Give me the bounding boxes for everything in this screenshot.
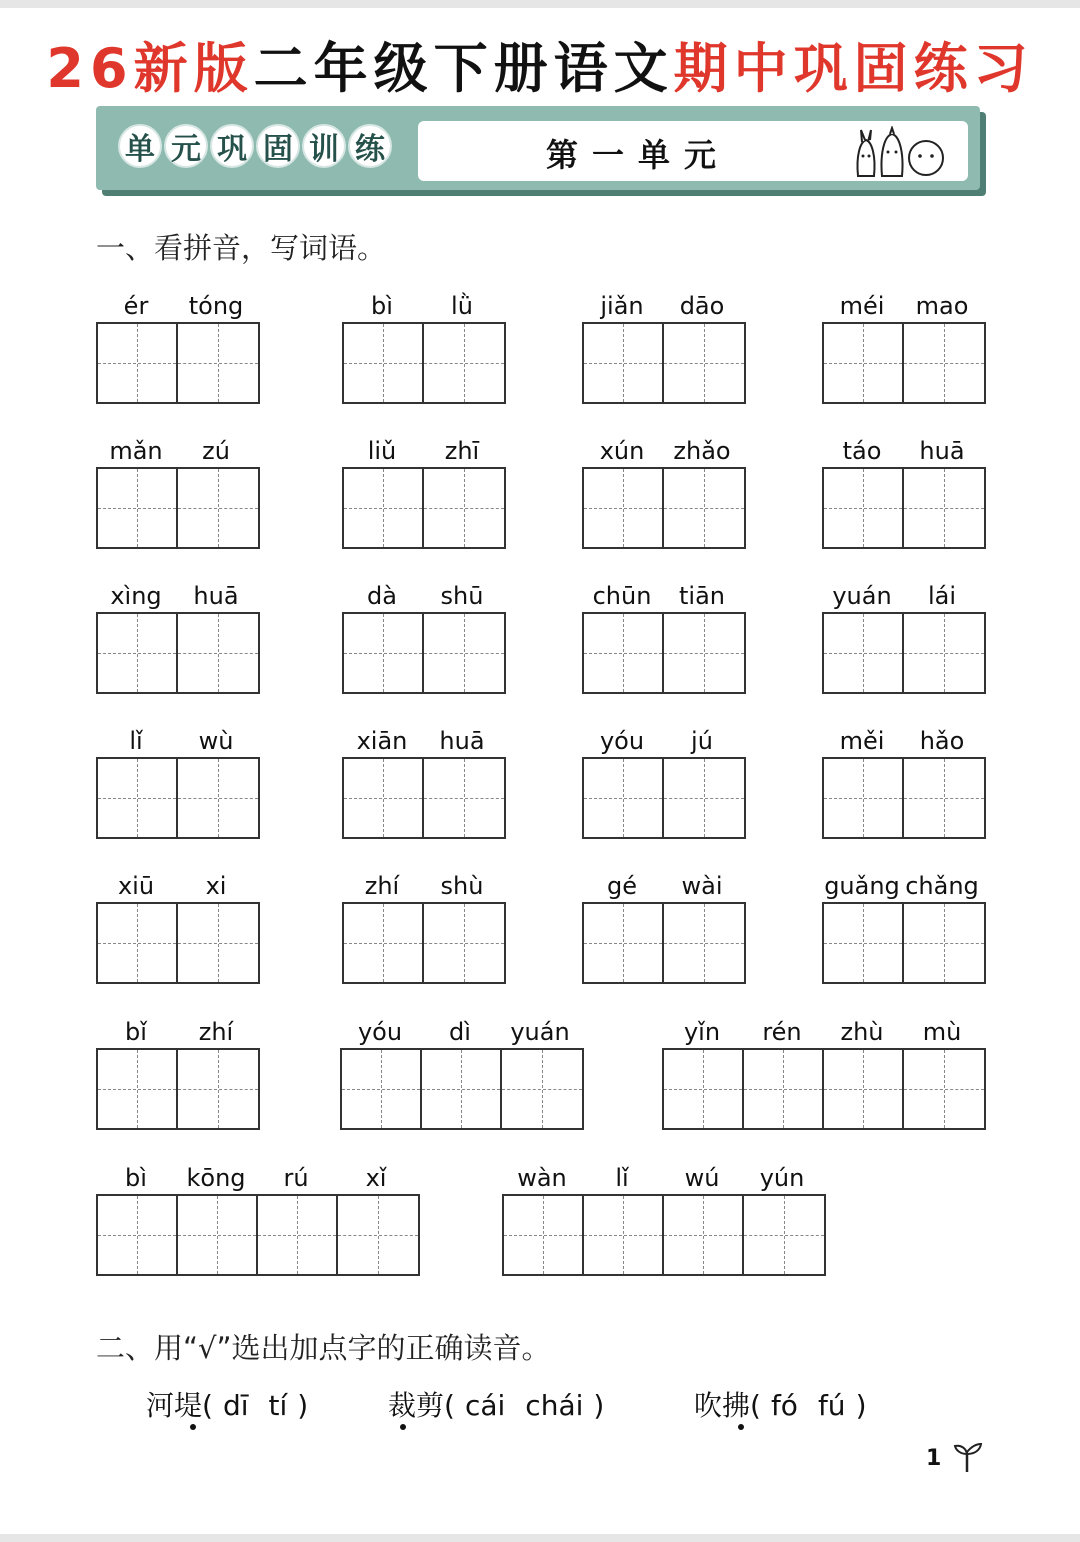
pinyin-syllable: xiū [117,872,155,900]
writing-box[interactable] [344,324,424,402]
writing-boxes [340,1048,584,1130]
pinyin-syllable: bì [371,292,393,320]
pinyin-syllable: zhí [198,1018,234,1046]
choice-item-cut [388,1384,604,1424]
writing-box[interactable] [98,904,178,982]
writing-boxes [582,902,746,984]
pinyin-syllable: zhí [364,872,400,900]
writing-boxes [582,757,746,839]
banner-char: 练 [348,124,392,168]
title-part-grade: 二年级下册语文 [253,37,674,100]
writing-box[interactable] [664,1196,744,1274]
pinyin-syllable: liǔ [367,437,397,465]
writing-box[interactable] [98,759,178,837]
choice-option-2[interactable]: fú [817,1389,846,1422]
writing-boxes [822,467,986,549]
pinyin-syllable: jú [691,727,713,755]
writing-box[interactable] [664,904,744,982]
choice-close-paren: ) [855,1389,867,1422]
writing-boxes [822,612,986,694]
writing-box[interactable] [824,1050,904,1128]
writing-box[interactable] [98,324,178,402]
writing-box[interactable] [904,759,984,837]
pinyin-syllable: chūn [592,582,652,610]
writing-box[interactable] [664,759,744,837]
choice-close-paren: ) [297,1389,309,1422]
pinyin-syllable: zhù [840,1018,884,1046]
pinyin-syllable: wàn [517,1164,567,1192]
writing-boxes [342,757,506,839]
pinyin-syllable: xiān [356,727,408,755]
writing-boxes [662,1048,986,1130]
pinyin-syllable: wù [198,727,234,755]
pinyin-syllable: lǜ [451,292,473,320]
writing-box[interactable] [344,469,424,547]
pinyin-syllable: zhī [444,437,480,465]
writing-box[interactable] [422,1050,502,1128]
pinyin-syllable: lǐ [615,1164,629,1192]
writing-box[interactable] [424,904,504,982]
pinyin-syllable: wài [681,872,723,900]
pinyin-syllable: mao [915,292,969,320]
emphasis-dot [400,1424,406,1430]
pinyin-syllable: shù [440,872,484,900]
writing-box[interactable] [584,324,664,402]
choice-open-paren: ( [202,1389,213,1422]
pinyin-syllable: yún [759,1164,805,1192]
pinyin-syllable: méi [839,292,885,320]
writing-box[interactable] [98,469,178,547]
pinyin-syllable: měi [839,727,885,755]
writing-box[interactable] [258,1196,338,1274]
page-title [0,26,1080,103]
writing-box[interactable] [98,614,178,692]
writing-boxes [96,1194,420,1276]
writing-box[interactable] [178,469,258,547]
banner-label [118,124,392,174]
pinyin-syllable: yóu [357,1018,403,1046]
writing-box[interactable] [584,759,664,837]
pinyin-syllable: bì [125,1164,147,1192]
pinyin-syllable: shū [440,582,484,610]
choice-option-1[interactable]: cái [464,1389,506,1422]
writing-box[interactable] [98,1196,178,1274]
emphasis-dot [190,1424,196,1430]
writing-box[interactable] [424,759,504,837]
pinyin-syllable: xìng [110,582,162,610]
sprout-icon [950,1440,984,1474]
pinyin-syllable: mǎn [109,437,163,465]
writing-boxes [342,902,506,984]
pinyin-syllable: zhǎo [673,437,731,465]
choice-word: 河堤 [146,1389,203,1422]
pinyin-syllable: yuán [832,582,892,610]
writing-boxes [96,612,260,694]
pinyin-syllable: wú [684,1164,720,1192]
writing-boxes [342,467,506,549]
pinyin-syllable: táo [842,437,882,465]
pinyin-syllable: huā [439,727,485,755]
writing-boxes [582,467,746,549]
banner-char: 元 [164,124,208,168]
choice-item-breeze [694,1384,867,1424]
pinyin-syllable: dà [367,582,397,610]
choice-option-1[interactable]: fó [770,1389,798,1422]
pinyin-syllable: zú [202,437,230,465]
writing-box[interactable] [178,1196,258,1274]
writing-boxes [96,902,260,984]
pinyin-syllable: chǎng [905,872,979,900]
choice-word: 吹拂 [694,1389,751,1422]
writing-box[interactable] [344,759,424,837]
banner-char: 固 [256,124,300,168]
writing-box[interactable] [342,1050,422,1128]
pinyin-syllable: rú [283,1164,309,1192]
writing-boxes [342,612,506,694]
writing-box[interactable] [664,324,744,402]
pinyin-syllable: yǐn [683,1018,721,1046]
writing-box[interactable] [178,614,258,692]
pinyin-syllable: lái [927,582,957,610]
banner-char: 训 [302,124,346,168]
writing-box[interactable] [824,904,904,982]
choice-option-1[interactable]: dī [222,1389,249,1422]
writing-box[interactable] [424,469,504,547]
writing-box[interactable] [904,904,984,982]
pinyin-syllable: kōng [186,1164,246,1192]
choice-open-paren: ( [444,1389,455,1422]
choice-close-paren: ) [593,1389,605,1422]
writing-box[interactable] [824,469,904,547]
writing-boxes [582,612,746,694]
pinyin-syllable: dāo [679,292,725,320]
writing-boxes [502,1194,826,1276]
writing-box[interactable] [502,1050,582,1128]
title-part-edition: 26新版 [46,37,254,100]
banner-char: 巩 [210,124,254,168]
writing-box[interactable] [338,1196,418,1274]
choice-option-2[interactable]: chái [525,1389,584,1422]
pinyin-syllable: xún [599,437,645,465]
writing-box[interactable] [424,324,504,402]
writing-box[interactable] [904,614,984,692]
writing-box[interactable] [904,1050,984,1128]
writing-box[interactable] [584,1196,664,1274]
writing-box[interactable] [824,614,904,692]
pinyin-syllable: xǐ [365,1164,387,1192]
writing-box[interactable] [584,614,664,692]
top-border [0,0,1080,8]
section-one-heading: 一、看拼音，写词语。 [96,231,387,265]
pinyin-syllable: gé [607,872,637,900]
pinyin-syllable: huā [919,437,965,465]
pinyin-syllable: dì [449,1018,471,1046]
writing-box[interactable] [744,1050,824,1128]
title-part-exam: 期中巩固练习 [673,37,1034,100]
writing-boxes [342,322,506,404]
choice-open-paren: ( [750,1389,761,1422]
pinyin-syllable: yuán [510,1018,570,1046]
writing-box[interactable] [504,1196,584,1274]
choice-option-2[interactable]: tí [268,1389,288,1422]
section-two-heading: 二、用“√”选出加点字的正确读音。 [96,1331,551,1365]
pinyin-syllable: huā [193,582,239,610]
writing-boxes [96,322,260,404]
writing-box[interactable] [584,469,664,547]
writing-box[interactable] [178,324,258,402]
writing-box[interactable] [344,904,424,982]
page-number: 1 [926,1446,942,1471]
writing-box[interactable] [584,904,664,982]
pinyin-syllable: mù [922,1018,962,1046]
pinyin-syllable: jiǎn [600,292,644,320]
mascot-icon [852,126,948,180]
writing-box[interactable] [664,469,744,547]
writing-boxes [822,322,986,404]
writing-box[interactable] [744,1196,824,1274]
writing-boxes [822,902,986,984]
writing-box[interactable] [904,324,984,402]
pinyin-syllable: tóng [188,292,244,320]
bottom-border [0,1534,1080,1542]
pinyin-syllable: guǎng [824,872,900,900]
writing-box[interactable] [98,1050,178,1128]
choice-item-river-bank [146,1384,308,1424]
choice-word: 裁剪 [388,1389,445,1422]
writing-boxes [96,757,260,839]
writing-boxes [96,1048,260,1130]
writing-box[interactable] [424,614,504,692]
writing-boxes [96,467,260,549]
unit-title: 第一单元 [545,136,730,174]
writing-box[interactable] [178,904,258,982]
pinyin-syllable: rén [762,1018,802,1046]
pinyin-syllable: bǐ [125,1018,147,1046]
writing-boxes [582,322,746,404]
writing-box[interactable] [178,1050,258,1128]
pinyin-syllable: tiān [679,582,725,610]
emphasis-dot [738,1424,744,1430]
banner-char: 单 [118,124,162,168]
writing-box[interactable] [178,759,258,837]
writing-box[interactable] [344,614,424,692]
writing-box[interactable] [904,469,984,547]
pinyin-syllable: hǎo [919,727,965,755]
writing-boxes [822,757,986,839]
writing-box[interactable] [824,324,904,402]
pinyin-syllable: xi [205,872,227,900]
pinyin-syllable: lǐ [129,727,143,755]
writing-box[interactable] [664,614,744,692]
pinyin-syllable: yóu [599,727,645,755]
writing-box[interactable] [824,759,904,837]
pinyin-syllable: ér [123,292,149,320]
writing-box[interactable] [664,1050,744,1128]
